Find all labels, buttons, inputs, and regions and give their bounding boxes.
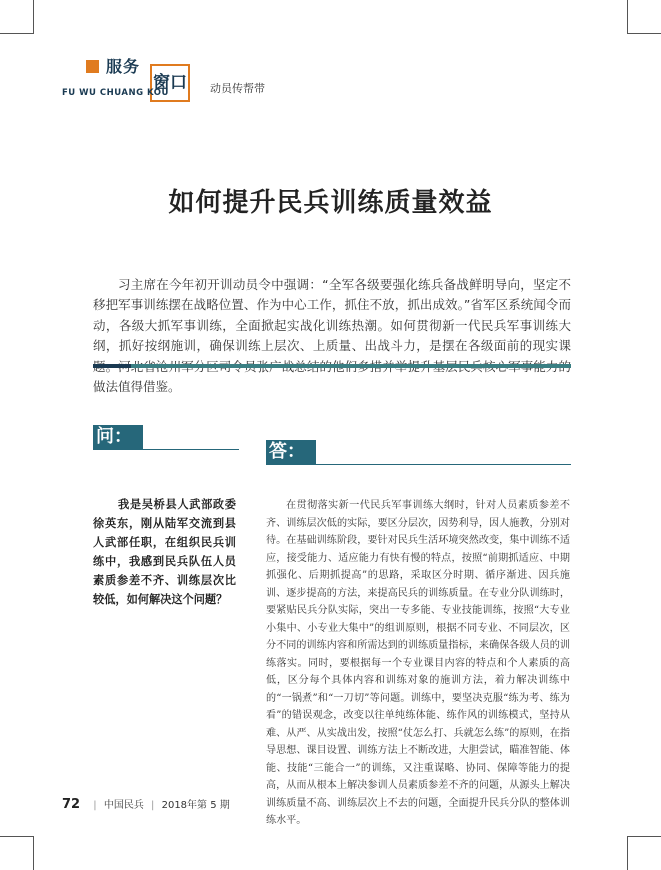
- orange-square-icon: [86, 60, 99, 73]
- footer-separator: |: [151, 800, 155, 811]
- question-text: 我是吴桥县人武部政委徐英东，刚从陆军交流到县人武部任职，在组织民兵训练中，我感到民兵队伍人员素质参差不齐、训练层次比较低，如何解决这个问题？: [93, 497, 236, 607]
- column-name-part1: 服务: [106, 57, 141, 76]
- crop-mark: [33, 0, 34, 34]
- question-label: 问：: [93, 425, 143, 449]
- question-underline: [93, 449, 239, 450]
- answer-underline: [266, 464, 571, 465]
- column-header: [62, 52, 302, 112]
- crop-mark: [33, 836, 34, 870]
- page-footer: [62, 796, 230, 812]
- crop-mark: [627, 33, 661, 34]
- page-number: 72: [62, 797, 81, 812]
- article-intro: 习主席在今年初开训动员令中强调：“全军各级要强化练兵备战鲜明导向，坚定不移把军事训练摆在战略位置、作为中心工作，抓住不放，抓出成效。”省军区系统闻令而动，各级大抓军事训练，全面掀起实战化训练热潮。如何贯彻新一代民兵军事训练大纲，抓好按纲施训，确保训练上层次、上质量、出战斗力，是摆在各级面前的现实课 做法值得借鉴。: [93, 276, 571, 394]
- section-divider: [131, 364, 571, 368]
- crop-mark: [0, 33, 34, 34]
- column-pinyin: FU WU CHUANG KOU: [62, 88, 169, 98]
- answer-text: 在贯彻落实新一代民兵军事训练大纲时，针对人员素质参差不齐、训练层次低的实际，要区分层次，因势利导，因人施教，分别对待。在基础训练阶段，要针对民兵生活环境突然改变，集中训练不适应，接受能力、适应能力有快有慢的特点，按照“前期抓适应、中期抓强化、后期抓提高”的思路，采取区分时期、循序渐进、因兵施训、逐步提高的方法，来提高民兵的训练质量。在专业分队训练时，要紧贴民兵分队实际，突出一专多能、专业技能训练，按照“大专业小集中、小专业大集中”的组训原则，根据不同专业、不同层次，区分不同的训练内容和所需达到的训练质量指标，来确保各级人员的训练落实。同时，要根据每一个专业课目内容的特点和个人素质的高低，区分每个具体内容和训练对象的施训方法，着力解决训练中的“一锅煮”和“一刀切”等问题。训练中，要坚决克服“练为考、练为看”的错误观念，改变以往单纯练体能、练作风的训练模式，坚持从难、从严、从实战出发，按照“仗怎么打、兵就怎么练”的原则，在指导思想、课目设置、训练方法上不断改进，大胆尝试，瞄准智能、体能、技能“三能合一”的训练，又注重谋略、协同、保障等能力的提高，从而从根本上解决参训人员素质参差不齐的问题，从源头上解决训练质量不高、训练层次上不去的问题，全面提升民兵分队的整体训练水平。: [266, 500, 570, 827]
- article-title: 如何提升民兵训练质量效益: [168, 188, 493, 219]
- column-name-part2: 窗口: [153, 73, 187, 93]
- magazine-name: 中国民兵: [103, 800, 144, 811]
- answer-label: 答：: [266, 440, 316, 464]
- crop-mark: [627, 0, 628, 34]
- crop-mark: [0, 836, 34, 837]
- subcolumn-name: 动员传帮带: [210, 82, 265, 95]
- crop-mark: [627, 836, 628, 870]
- crop-mark: [627, 836, 661, 837]
- section-divider: [93, 364, 131, 368]
- issue-number: 2018年第 5 期: [161, 800, 230, 811]
- footer-separator: |: [93, 800, 97, 811]
